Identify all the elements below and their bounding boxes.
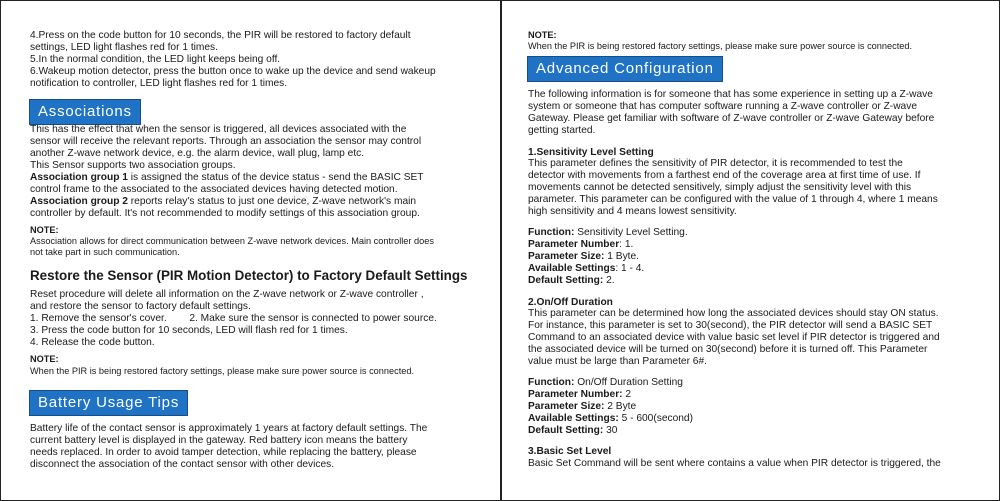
- battery-line: Battery life of the contact sensor is approximately 1 years at factory default settings. The: [30, 423, 428, 434]
- advanced-line: system or someone that has computer software running a Z-wave controller or Z-wave: [528, 101, 917, 112]
- battery-heading: Battery Usage Tips: [29, 390, 188, 416]
- associations-line: This Sensor supports two association groups.: [30, 160, 236, 171]
- restore-line: 1. Remove the sensor's cover. 2. Make sure the sensor is connected to power source.: [30, 313, 437, 324]
- intro-line: settings, LED light flashes red for 1 times.: [30, 42, 218, 53]
- param1-heading: 1.Sensitivity Level Setting: [528, 147, 654, 158]
- param1-field: [528, 227, 688, 239]
- field-value: 2: [622, 389, 632, 400]
- advanced-line: getting started.: [528, 125, 596, 136]
- param3-line: Basic Set Command will be sent where contains a value when PIR detector is triggered, the: [528, 458, 941, 469]
- param1-field: [528, 251, 639, 263]
- field-label: Parameter Size:: [528, 401, 605, 412]
- intro-line: notification to controller, LED light flashes red for 1 times.: [30, 78, 288, 89]
- restore-line: 3. Press the code button for 10 seconds, LED will flash red for 1 times.: [30, 325, 348, 336]
- field-value: On/Off Duration Setting: [574, 377, 683, 388]
- param1-line: This parameter defines the sensitivity of PIR detector, it is recommended to test the: [528, 158, 903, 169]
- battery-line: needs replaced. In order to avoid tamper detection, while replacing the battery, please: [30, 447, 417, 458]
- param2-field: [528, 413, 693, 425]
- associations-line: This has the effect that when the sensor is triggered, all devices associated with the: [30, 124, 407, 135]
- associations-line: another Z-wave network device, e.g. the alarm device, wall plug, lamp etc.: [30, 148, 365, 159]
- group2-line-2: controller by default. It's not recommended to modify settings of this association group.: [30, 208, 420, 219]
- field-value: 2.: [603, 275, 615, 286]
- param1-field: [528, 275, 615, 287]
- field-label: Parameter Size:: [528, 251, 605, 262]
- intro-line: 6.Wakeup motion detector, press the button once to wake up the device and send wakeup: [30, 66, 436, 77]
- advanced-line: Gateway. Please get familiar with software of Z-wave controller or Z-wave Gateway before: [528, 113, 935, 124]
- restore-note-text: When the PIR is being restored factory settings, please make sure power source is connected.: [30, 366, 415, 376]
- intro-line: 4.Press on the code button for 10 seconds, the PIR will be restored to factory default: [30, 30, 411, 41]
- restore-heading: Restore the Sensor (PIR Motion Detector) to Factory Default Settings: [30, 268, 468, 283]
- field-label: Parameter Number: [528, 239, 620, 250]
- field-label: Available Settings:: [528, 413, 619, 424]
- associations-heading: Associations: [29, 99, 141, 125]
- field-label: Function:: [528, 227, 575, 238]
- group1-line-2: control frame to the associated to the associated devices having detected motion.: [30, 184, 398, 195]
- group1-line: [30, 172, 424, 184]
- param2-field: [528, 401, 636, 413]
- restore-note-label: NOTE:: [30, 354, 59, 364]
- param1-line: parameter. This parameter can be configured with the value of 1 through 4, where 1 means: [528, 194, 938, 205]
- param2-heading: 2.On/Off Duration: [528, 297, 613, 308]
- param2-field: [528, 389, 631, 401]
- param2-field: [528, 425, 617, 437]
- battery-line: current battery level is displayed in the gateway. Red battery icon means the battery: [30, 435, 408, 446]
- field-value: 5 - 600(second): [618, 413, 693, 424]
- group2-line: [30, 196, 416, 208]
- associations-line: sensor will receive the relevant reports. Through an association the sensor may control: [30, 136, 422, 147]
- restore-line: Reset procedure will delete all information on the Z-wave network or Z-wave controller ,: [30, 289, 424, 300]
- group2-label: Association group 2: [30, 196, 128, 207]
- associations-note-line: not take part in such communication.: [30, 247, 180, 257]
- param1-line: movements cannot be detected sensitively, simply adjust the sensitivity level with this: [528, 182, 912, 193]
- field-value: : 1.: [619, 239, 634, 250]
- param2-line: This parameter can be determined how long the associated devices should stay ON status.: [528, 308, 939, 319]
- field-label: Parameter Number:: [528, 389, 623, 400]
- param2-line: Command to an associated device with value basic set level if PIR detector is triggered and: [528, 332, 940, 343]
- param1-field: [528, 263, 644, 275]
- field-value: 1 Byte.: [604, 251, 639, 262]
- field-label: Default Setting:: [528, 275, 604, 286]
- right-note-text: When the PIR is being restored factory settings, please make sure power source is connected.: [528, 41, 913, 51]
- associations-note-label: NOTE:: [30, 225, 59, 235]
- param2-field: [528, 377, 683, 389]
- group2-text: reports relay's status to just one device, Z-wave network's main: [127, 196, 417, 207]
- intro-line: 5.In the normal condition, the LED light keeps being off.: [30, 54, 281, 65]
- right-note-label: NOTE:: [528, 30, 557, 40]
- param2-line: For instance, this parameter is set to 30(second), the PIR detector will send a BASIC SET: [528, 320, 933, 331]
- battery-line: disconnect the association of the contact sensor with other devices.: [30, 459, 335, 470]
- param1-line: high sensitivity and 4 means lowest sensitivity.: [528, 206, 737, 217]
- field-value: 2 Byte: [604, 401, 637, 412]
- group1-text: is assigned the status of the device status - send the BASIC SET: [127, 172, 424, 183]
- advanced-heading: Advanced Configuration: [527, 56, 723, 82]
- param1-line: detector with movements from a farthest end of the coverage area at first time of use. If: [528, 170, 921, 181]
- group1-label: Association group 1: [30, 172, 128, 183]
- param1-field: [528, 239, 633, 251]
- field-label: Available Settings: [528, 263, 616, 274]
- advanced-line: The following information is for someone that has some experience in setting up a Z-wave: [528, 89, 933, 100]
- restore-line: and restore the sensor to factory default settings.: [30, 301, 251, 312]
- associations-note-line: Association allows for direct communication between Z-wave network devices. Main controller does: [30, 236, 434, 246]
- param3-heading: 3.Basic Set Level: [528, 446, 612, 457]
- field-label: Function:: [528, 377, 575, 388]
- param2-line: the associated device will be turned on 30(second) before it is turned off. This Parameter: [528, 344, 928, 355]
- field-label: Default Setting:: [528, 425, 604, 436]
- field-value: Sensitivity Level Setting.: [574, 227, 688, 238]
- field-value: : 1 - 4.: [615, 263, 645, 274]
- restore-line: 4. Release the code button.: [30, 337, 155, 348]
- param2-line: value must be large than Parameter 6#.: [528, 356, 707, 367]
- field-value: 30: [603, 425, 618, 436]
